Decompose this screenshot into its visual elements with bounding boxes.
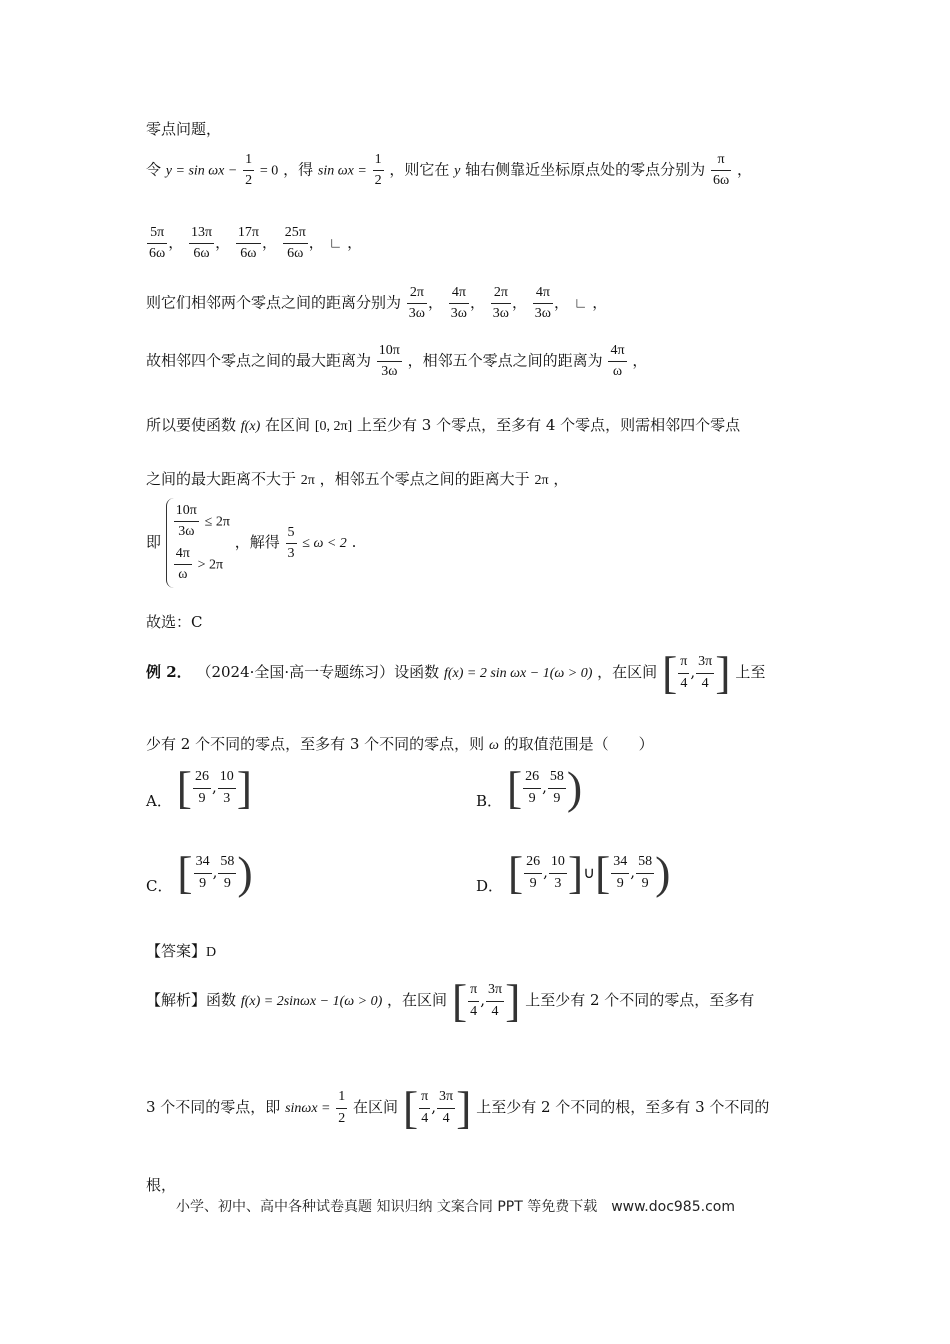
fraction: $\frac{1}{2}$ xyxy=(245,152,253,189)
variable: ω xyxy=(488,738,499,753)
function: f(x) xyxy=(240,419,261,434)
fraction: $\frac{\pi}{6\omega}$ xyxy=(712,152,730,189)
text: 故相邻四个零点之间的最大距离为 xyxy=(146,351,372,370)
fraction: $\frac{4\pi}{3\omega}$ xyxy=(450,285,468,322)
text-line xyxy=(146,498,356,588)
fraction: $\frac{13\pi}{6\omega}$ xyxy=(191,225,213,262)
text-line: 则它们相邻两个零点之间的距离分别为 $\frac{2\pi}{3\omega}$ ， $\frac{4\pi}{3\omega}$ ， $\frac{2\pi}{3\omega}$ ， $\frac{4\pi}{3\omega}$ ， ∟ ， xyxy=(146,285,608,322)
fraction: $\frac{2\pi}{3\omega}$ xyxy=(408,285,426,322)
fraction: $\frac{4\pi}{3\omega}$ xyxy=(534,285,552,322)
fraction: $\frac{5}{3}$ xyxy=(287,524,295,561)
fraction: $\frac{4\pi}{\omega}$ xyxy=(610,343,625,380)
text: 上至少有 3 个零点，至多有 4 个零点，则需相邻四个零点 xyxy=(357,416,741,434)
interval: [0, 2π] xyxy=(314,419,353,434)
text: 在区间 xyxy=(353,1098,399,1116)
text: 轴右侧靠近坐标原点处的零点分别为 xyxy=(465,160,706,179)
answer-label: 【答案】 xyxy=(146,942,207,960)
analysis-line xyxy=(146,1174,176,1195)
text-line xyxy=(146,118,221,139)
text: 上至少有 2 个不同的零点，至多有 xyxy=(525,991,755,1009)
variable: y xyxy=(454,163,461,179)
function: f(x) = 2sinωx − 1(ω > 0) xyxy=(240,994,383,1009)
text-line: $\frac{5\pi}{6\omega}$ ， $\frac{13\pi}{6\omega}$ ， $\frac{17\pi}{6\omega}$ ， $\frac{25\pi}{6\omega}$ ， ∟ ， xyxy=(149,225,363,262)
option-a[interactable]: A． [ $\frac{26}{9}$ , $\frac{10}{3}$ ] xyxy=(146,762,253,813)
text: 零点问题， xyxy=(146,120,222,138)
ellipsis: ∟ xyxy=(328,236,343,252)
text: 上至 xyxy=(735,663,766,681)
fraction: $\frac{10\pi}{3\omega}$ xyxy=(378,343,400,380)
footer-banner: 小学、初中、高中各种试卷真题 知识归纳 文案合同 PPT 等免费下载 www.doc985.com xyxy=(176,1199,735,1215)
text: （2024·全国·高一专题练习）设函数 xyxy=(196,663,440,681)
option-b[interactable]: B． [ $\frac{26}{9}$ , $\frac{58}{9}$ ) xyxy=(476,762,583,813)
text: 3 个不同的零点，即 xyxy=(146,1098,281,1116)
text: ，相邻五个零点之间的距离大于 xyxy=(319,470,530,488)
fraction: $\frac{1}{2}$ xyxy=(374,152,382,189)
text: 之间的最大距离不大于 xyxy=(146,470,297,488)
text: 上至少有 2 个不同的根，至多有 3 个不同的 xyxy=(476,1098,770,1116)
text: ，在区间 xyxy=(387,991,448,1009)
text: ，在区间 xyxy=(597,663,658,681)
equation: sinωx = xyxy=(285,1101,331,1116)
text: ，得 xyxy=(283,160,314,179)
example-label: 例 2． xyxy=(146,663,192,681)
fraction: $\frac{2\pi}{3\omega}$ xyxy=(492,285,510,322)
text: 即 xyxy=(146,533,162,552)
text-line xyxy=(146,733,654,754)
ellipsis: ∟ xyxy=(573,296,588,312)
option-c[interactable]: C． [ $\frac{34}{9}$ , $\frac{58}{9}$ ) xyxy=(146,847,253,898)
analysis-line: 3 个不同的零点，即 sinωx = $\frac{1}{2}$ 在区间 [ $\frac{\pi}{4}$ , $\frac{3\pi}{4}$ ] 上至少有 2 个不同的根，至多有 3 个不同的 xyxy=(146,1082,770,1133)
answer-value: D xyxy=(206,945,217,960)
text: . xyxy=(351,533,357,552)
equation: y = sin ωx − xyxy=(165,163,238,179)
text: 所以要使函数 xyxy=(146,416,237,434)
equation-system: $\frac{10\pi}{3\omega}$ ≤ 2π $\frac{4\pi}{\omega}$ > 2π xyxy=(166,498,230,588)
equation: = 0 xyxy=(259,163,279,179)
fraction: $\frac{3\pi}{4}$ xyxy=(698,654,713,691)
function: f(x) = 2 sin ωx − 1(ω > 0) xyxy=(443,666,593,681)
text: ， xyxy=(553,470,569,488)
text: ，相邻五个零点之间的距离为 xyxy=(407,351,603,370)
text: ，则它在 xyxy=(389,160,450,179)
text: ， xyxy=(347,233,363,252)
text: ，解得 xyxy=(234,533,280,552)
text: 故选：C xyxy=(146,613,203,631)
text-line xyxy=(146,414,740,435)
fraction: $\frac{25\pi}{6\omega}$ xyxy=(284,225,306,262)
value: 2π xyxy=(534,473,549,488)
text: 则它们相邻两个零点之间的距离分别为 xyxy=(146,293,402,312)
text-line xyxy=(146,152,752,189)
text: 的取值范围是（ ） xyxy=(503,735,654,753)
fraction: $\frac{17\pi}{6\omega}$ xyxy=(237,225,259,262)
equation: sin ωx = xyxy=(317,163,367,179)
inequality: ≤ ω < 2 xyxy=(302,536,347,552)
analysis-line: 【解析】函数 f(x) = 2sinωx − 1(ω > 0) ，在区间 [ $\frac{\pi}{4}$ , $\frac{3\pi}{4}$ ] 上至少有 2 个不同的零点，至多有 xyxy=(146,975,755,1026)
text: 函数 xyxy=(206,991,237,1009)
text: ， xyxy=(736,160,752,179)
text-line xyxy=(146,343,647,380)
value: 2π xyxy=(300,473,315,488)
text-line xyxy=(146,468,568,489)
option-d[interactable]: D． [ $\frac{26}{9}$ , $\frac{10}{3}$ ]∪[ $\frac{34}{9}$ , $\frac{58}{9}$ ) xyxy=(476,847,671,898)
text: ， xyxy=(592,293,608,312)
text: 令 xyxy=(146,160,162,179)
text: ， xyxy=(632,351,648,370)
text-line xyxy=(146,611,202,632)
example-heading: 例 2． （2024·全国·高一专题练习）设函数 f(x) = 2 sin ωx − 1(ω > 0) ，在区间 [ $\frac{\pi}{4}$ , $\frac{3\pi}{4}$ ] 上至 xyxy=(146,647,766,698)
answer xyxy=(146,940,216,961)
fraction: $\frac{5\pi}{6\omega}$ xyxy=(149,225,166,262)
text: 在区间 xyxy=(265,416,311,434)
analysis-label: 【解析】 xyxy=(146,991,207,1009)
fraction: $\frac{\pi}{4}$ xyxy=(680,654,688,691)
text: 少有 2 个不同的零点，至多有 3 个不同的零点，则 xyxy=(146,735,485,753)
text: 根， xyxy=(146,1176,177,1194)
